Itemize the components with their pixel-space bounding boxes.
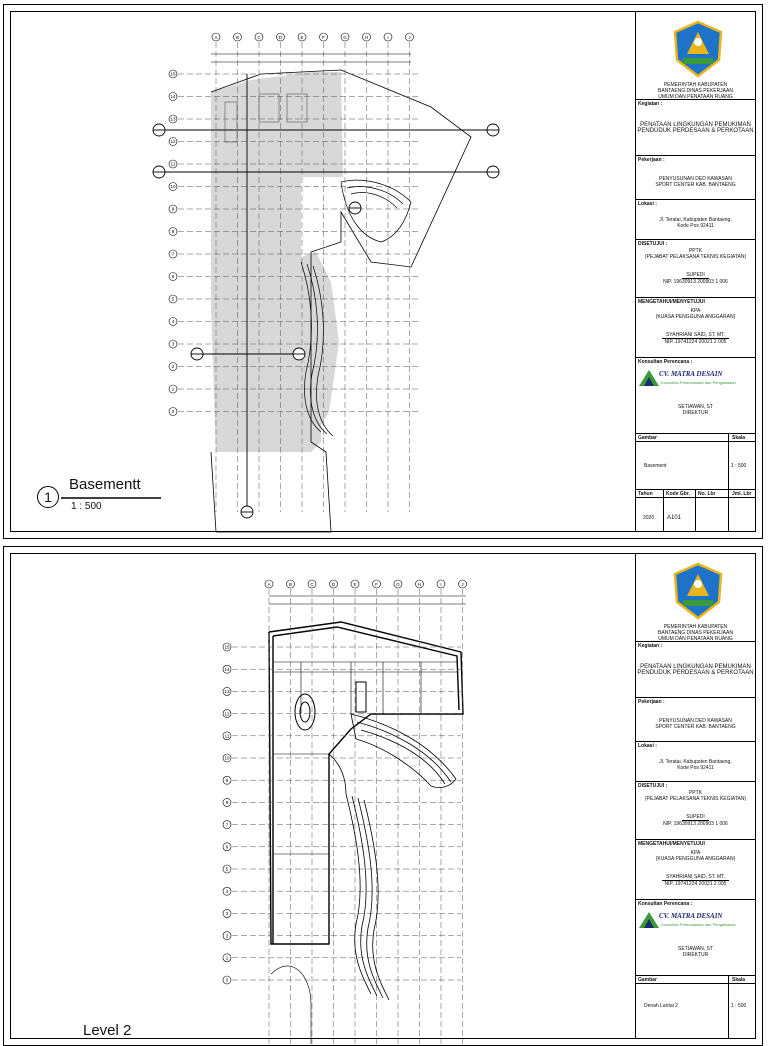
grid-bubble-label: 5: [171, 296, 175, 302]
grid-bubble-label: 9: [171, 206, 175, 212]
grid-bubble-label: 10: [170, 184, 176, 190]
lokasi-line: Kode Pos 92411: [677, 765, 714, 771]
pptk-name: SUPEDI: [682, 814, 709, 821]
grid-bubble-label: 7: [225, 822, 229, 828]
konsultan-label: Konsultan Perencana :: [638, 901, 693, 907]
grid-bubble-label: 15: [224, 644, 230, 650]
pekerjaan-line: PENYUSUNAN DED KAWASAN: [659, 718, 732, 724]
grid-bubble-label: I: [387, 35, 389, 40]
grid-bubble-label: D: [331, 582, 336, 587]
view-number-bubble: 1: [37, 486, 59, 508]
pekerjaan-label: Pekerjaan :: [638, 157, 665, 163]
skala-label: Skala: [732, 977, 746, 983]
kegiatan-section: [636, 99, 755, 156]
drawing-title: Basement: [644, 463, 667, 469]
kegiatan-line: PENDUDUK PERDESAAN & PERKOTAAN: [637, 670, 754, 676]
kpa-line: (KUASA PENGGUNA ANGGARAN): [655, 856, 736, 862]
floor-plan-area: [11, 12, 635, 531]
kpa-name: SYAHRIANI SAID, ST. MT.: [662, 874, 729, 881]
consultant-logo-name: MATRA DESAIN: [670, 912, 723, 920]
owner-line: BANTAENG DINAS PEKERJAAN: [658, 630, 733, 636]
grid-bubble-label: I: [440, 582, 442, 587]
consultant-logo-mark: CV.: [659, 370, 670, 378]
gambar-section: [636, 975, 755, 1038]
owner-line: UMUM DAN PENATAAN RUANG: [658, 636, 733, 642]
kegiatan-line: PENATAAN LINGKUNGAN PEMUKIMAN: [640, 122, 751, 128]
grid-bubble-label: E: [353, 582, 357, 587]
basement-plan-drawing: [11, 12, 635, 535]
grid-bubble-label: A: [267, 582, 271, 587]
director-title: DIREKTUR: [682, 410, 709, 416]
kegiatan-label: Kegiatan :: [638, 101, 663, 107]
grid-bubble-label: C: [310, 582, 314, 587]
drawing-code: A101: [667, 515, 682, 521]
grid-bubble-label: 13: [224, 689, 230, 695]
grid-bubble-label: E: [300, 35, 304, 40]
grid-bubble-label: 4: [171, 319, 175, 325]
grid-bubble-label: 15: [170, 71, 176, 77]
kpa-line: KPA: [690, 308, 701, 314]
pptk-line: PPTK: [688, 248, 703, 254]
pekerjaan-line: SPORT CENTER KAB. BANTAENG: [655, 182, 736, 188]
grid-bubble-label: 6: [171, 274, 175, 280]
kegiatan-line: PENATAAN LINGKUNGAN PEMUKIMAN: [640, 664, 751, 670]
grid-bubble-label: H: [364, 35, 369, 40]
matra-desain-logo: [639, 370, 754, 388]
mengetahui-label: MENGETAHUI/MENYETUJUI: [638, 299, 705, 305]
grid-bubble-label: 3: [225, 911, 229, 917]
view-scale: 1 : 500: [71, 501, 102, 512]
grid-bubble-label: 11: [224, 733, 230, 739]
pekerjaan-section: [636, 155, 755, 200]
owner-line: UMUM DAN PENATAAN RUANG: [658, 94, 733, 100]
pptk-line: PPTK: [688, 790, 703, 796]
director-name: SETIAWAN, ST: [678, 946, 713, 952]
level-2-plan-drawing: [11, 554, 635, 1044]
grid-bubble-label: F: [322, 35, 325, 40]
grid-bubble-label: 1: [225, 955, 229, 961]
pekerjaan-label: Pekerjaan :: [638, 699, 665, 705]
owner-line: PEMERINTAH KABUPATEN: [663, 624, 728, 630]
lokasi-label: Lokasi :: [638, 743, 657, 749]
drawing-sheet-level-2: [3, 546, 763, 1046]
kpa-name: SYAHRIANI SAID, ST. MT.: [662, 332, 729, 339]
konsultan-label: Konsultan Perencana :: [638, 359, 693, 365]
grid-bubble-label: 12: [170, 139, 176, 145]
lokasi-line: Jl. Teratai, Kabupaten Bantaeng,: [659, 217, 732, 223]
kode-label: Kode Gbr.: [666, 491, 690, 497]
grid-bubble-label: G: [396, 582, 400, 587]
view-title: Level 2: [83, 1022, 132, 1039]
gambar-section: [636, 433, 755, 490]
konsultan-section: [636, 899, 755, 976]
grid-bubble-label: 14: [170, 94, 176, 100]
grid-bubble-label: J: [461, 582, 464, 587]
drawing-title: Denah Lantai 2: [644, 1003, 678, 1009]
title-block: [635, 554, 755, 1038]
lokasi-section: [636, 741, 755, 782]
lokasi-label: Lokasi :: [638, 201, 657, 207]
pptk-nip: NIP. 19630913 200903 1 006: [663, 279, 728, 285]
consultant-logo-name: MATRA DESAIN: [670, 370, 723, 378]
bantaeng-logo-icon: [669, 20, 727, 78]
grid-bubble-label: 3: [171, 341, 175, 347]
director-name: SETIAWAN, ST: [678, 404, 713, 410]
grid-bubble-label: 7: [171, 251, 175, 257]
pekerjaan-section: [636, 697, 755, 742]
kpa-line: KPA: [690, 850, 701, 856]
disetujui-section: [636, 781, 755, 840]
grid-bubble-label: F: [375, 582, 378, 587]
kegiatan-label: Kegiatan :: [638, 643, 663, 649]
owner-block: [636, 624, 755, 642]
drawing-scale: 1 : 500: [731, 1003, 747, 1009]
consultant-subtitle: Konsultan Perencanaan dan Pengawasan: [661, 922, 736, 927]
grid-bubble-label: 2: [225, 933, 229, 939]
grid-bubble-label: H: [417, 582, 422, 587]
grid-bubble-label: A: [214, 35, 218, 40]
kpa-nip: NIP. 19741224 20021 2 005: [664, 339, 727, 345]
grid-bubble-label: 8: [225, 800, 229, 806]
lokasi-line: Jl. Teratai, Kabupaten Bantaeng,: [659, 759, 732, 765]
skala-label: Skala: [732, 435, 746, 441]
disetujui-label: DISETUJUI :: [638, 241, 668, 247]
drawing-sheet-basement: [3, 4, 763, 539]
kegiatan-line: PENDUDUK PERDESAAN & PERKOTAAN: [637, 128, 754, 134]
jml-lembar-label: Jml. Lbr: [732, 491, 752, 497]
pekerjaan-line: PENYUSUNAN DED KAWASAN: [659, 176, 732, 182]
grid-bubble-label: 14: [224, 666, 230, 672]
consultant-logo-icon: [639, 370, 659, 386]
grid-bubble-label: J: [408, 35, 411, 40]
pptk-line: (PEJABAT PELAKSANA TEKNIS KEGIATAN): [644, 254, 747, 260]
view-title: Basementt: [69, 476, 141, 493]
owner-block: [636, 82, 755, 100]
grid-bubble-label: 5: [225, 866, 229, 872]
year-value: 2020: [643, 515, 655, 521]
lokasi-section: [636, 199, 755, 240]
bantaeng-logo-icon: [669, 562, 727, 620]
grid-bubble-label: G: [343, 35, 347, 40]
grid-bubble-label: B: [235, 35, 240, 40]
grid-bubble-label: 4: [225, 888, 229, 894]
title-block: [635, 12, 755, 531]
grid-bubble-label: 11: [170, 161, 176, 167]
mengetahui-section: [636, 839, 755, 900]
owner-line: PEMERINTAH KABUPATEN: [663, 82, 728, 88]
grid-bubble-label: D: [278, 35, 283, 40]
kpa-line: (KUASA PENGGUNA ANGGARAN): [655, 314, 736, 320]
grid-bubble-label: 8: [171, 229, 175, 235]
grid-bubble-label: 2: [171, 364, 175, 370]
consultant-subtitle: Konsultan Perencanaan dan Pengawasan: [661, 380, 736, 385]
grid-bubble-label: 13: [170, 116, 176, 122]
sheet-border: [10, 11, 756, 532]
grid-bubble-label: 12: [224, 711, 230, 717]
pptk-line: (PEJABAT PELAKSANA TEKNIS KEGIATAN): [644, 796, 747, 802]
pekerjaan-line: SPORT CENTER KAB. BANTAENG: [655, 724, 736, 730]
pptk-name: SUPEDI: [682, 272, 709, 279]
grid-bubble-label: 9: [225, 777, 229, 783]
disetujui-section: [636, 239, 755, 298]
no-lembar-label: No. Lbr: [698, 491, 716, 497]
grid-bubble-label: 0: [171, 409, 175, 415]
grid-bubble-label: 0: [225, 977, 229, 983]
sheet-info-section: [636, 489, 755, 531]
grid-bubble-label: B: [288, 582, 293, 587]
drawing-scale: 1 : 500: [731, 463, 747, 469]
grid-bubble-label: 10: [224, 755, 230, 761]
mengetahui-label: MENGETAHUI/MENYETUJUI: [638, 841, 705, 847]
kegiatan-section: [636, 641, 755, 698]
gambar-label: Gambar: [638, 435, 657, 441]
grid-bubble-label: C: [257, 35, 261, 40]
consultant-logo-mark: CV.: [659, 912, 670, 920]
kpa-nip: NIP. 19741224 20021 2 005: [664, 881, 727, 887]
owner-line: BANTAENG DINAS PEKERJAAN: [658, 88, 733, 94]
mengetahui-section: [636, 297, 755, 358]
consultant-logo-icon: [639, 912, 659, 928]
floor-plan-area: [11, 554, 635, 1038]
sheet-border: [10, 553, 756, 1039]
matra-desain-logo: [639, 912, 754, 930]
director-title: DIREKTUR: [682, 952, 709, 958]
grid-bubble-label: 1: [171, 386, 175, 392]
tahun-label: Tahun: [638, 491, 653, 497]
lokasi-line: Kode Pos 92411: [677, 223, 714, 229]
disetujui-label: DISETUJUI :: [638, 783, 668, 789]
pptk-nip: NIP. 19630913 200903 1 006: [663, 821, 728, 827]
gambar-label: Gambar: [638, 977, 657, 983]
grid-bubble-label: 6: [225, 844, 229, 850]
konsultan-section: [636, 357, 755, 434]
